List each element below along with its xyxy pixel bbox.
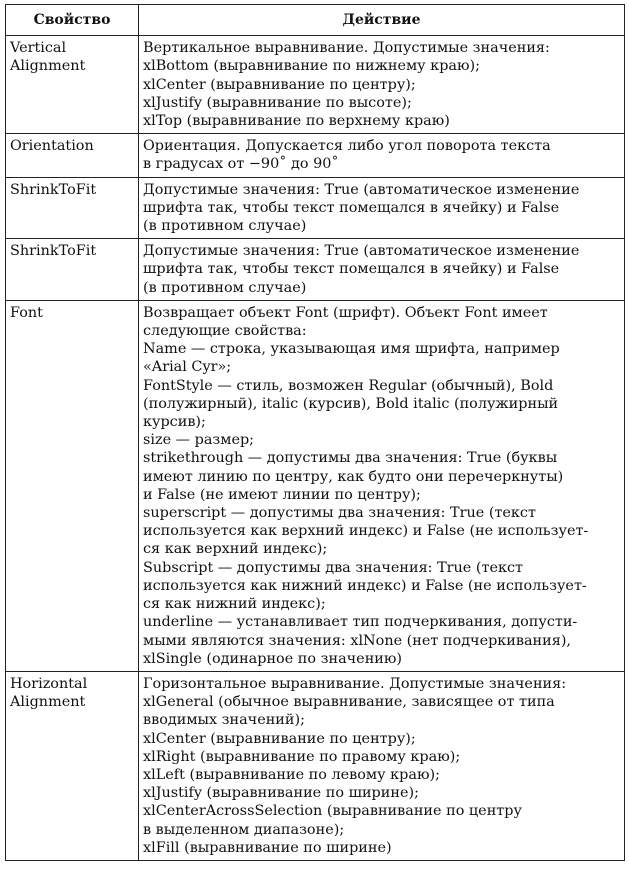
action-text-line: Вертикальное выравнивание. Допустимые значения: — [143, 40, 550, 57]
action-text-line: xlBottom (выравнивание по нижнему краю); — [143, 58, 480, 75]
property-name: Alignment — [10, 58, 86, 75]
action-text-line: Name — строка, указывающая имя шрифта, например — [143, 341, 560, 358]
table-body — [6, 36, 625, 861]
action-cell — [139, 36, 625, 134]
action-cell — [139, 671, 625, 860]
action-text-line: xlRight (выравнивание по правому краю); — [143, 748, 461, 765]
action-text-line: xlFill (выравнивание по ширине) — [143, 839, 392, 856]
action-text-line: xlJustify (выравнивание по высоте); — [143, 94, 412, 111]
action-cell — [139, 134, 625, 177]
property-cell — [6, 36, 139, 134]
action-text-line: используется как верхний индекс) и False (не использует- — [143, 523, 589, 540]
action-text-line: используется как нижний индекс) и False (не использует- — [143, 577, 587, 594]
action-text-line: xlCenter (выравнивание по центру); — [143, 76, 416, 93]
action-cell — [139, 300, 625, 671]
table-row — [6, 177, 625, 239]
action-text-line: xlGeneral (обычное выравнивание, зависящее от типа — [143, 694, 555, 711]
action-text-line: (в противном случае) — [143, 279, 307, 296]
action-text-line: Допустимые значения: True (автоматическое изменение — [143, 243, 580, 260]
action-text-line: (в противном случае) — [143, 218, 307, 235]
property-name: ShrinkToFit — [10, 243, 97, 260]
action-text-line: strikethrough — допустимы два значения: True (буквы — [143, 450, 558, 467]
action-text-line: ся как верхний индекс); — [143, 541, 328, 558]
property-cell — [6, 300, 139, 671]
action-text-line: в градусах от −90˚ до 90˚ — [143, 156, 339, 173]
action-text-line: size — размер; — [143, 432, 255, 449]
table-row — [6, 300, 625, 671]
table-header-row — [6, 5, 625, 36]
action-text-line: и False (не имеют линии по центру); — [143, 486, 421, 503]
action-text-line: superscript — допустимы два значения: True (текст — [143, 505, 536, 522]
action-text-line: xlCenter (выравнивание по центру); — [143, 730, 416, 747]
header-property: Свойство — [6, 5, 139, 36]
action-text-line: вводимых значений); — [143, 712, 305, 729]
action-text-line: xlTop (выравнивание по верхнему краю) — [143, 113, 450, 130]
action-text-line: xlLeft (выравнивание по левому краю); — [143, 766, 440, 783]
property-name: Alignment — [10, 694, 86, 711]
table-row — [6, 671, 625, 860]
action-cell — [139, 177, 625, 239]
action-text-line: Возвращает объект Font (шрифт). Объект Font имеет — [143, 304, 548, 321]
table-row — [6, 134, 625, 177]
action-cell — [139, 239, 625, 301]
property-name: Orientation — [10, 138, 94, 155]
action-text-line: шрифта так, чтобы текст помещался в ячейку) и False — [143, 199, 560, 216]
property-name: ShrinkToFit — [10, 181, 97, 198]
property-cell — [6, 239, 139, 301]
property-name: Vertical — [10, 40, 67, 57]
action-text-line: «Arial Cyr»; — [143, 359, 232, 376]
action-text-line: (полужирный), italic (курсив), Bold italic (полужирный — [143, 395, 559, 412]
property-cell — [6, 134, 139, 177]
table-row — [6, 239, 625, 301]
action-text-line: FontStyle — стиль, возможен Regular (обычный), Bold — [143, 377, 554, 394]
action-text-line: underline — устанавливает тип подчеркивания, допусти- — [143, 614, 578, 631]
action-text-line: Допустимые значения: True (автоматическое изменение — [143, 181, 580, 198]
action-text-line: ся как нижний индекс); — [143, 596, 326, 613]
action-text-line: Subscript — допустимы два значения: True (текст — [143, 559, 524, 576]
action-text-line: xlCenterAcrossSelection (выравнивание по центру — [143, 803, 522, 820]
action-text-line: мыми являются значения: xlNone (нет подчеркивания), — [143, 632, 572, 649]
action-text-line: следующие свойства: — [143, 323, 307, 340]
properties-table — [5, 4, 625, 861]
action-text-line: xlJustify (выравнивание по ширине); — [143, 785, 419, 802]
header-action: Действие — [139, 5, 625, 36]
action-text-line: Ориентация. Допускается либо угол поворота текста — [143, 138, 551, 155]
action-text-line: шрифта так, чтобы текст помещался в ячейку) и False — [143, 261, 560, 278]
action-text-line: курсив); — [143, 414, 206, 431]
action-text-line: имеют линию по центру, как будто они перечеркнуты) — [143, 468, 564, 485]
action-text-line: Горизонтальное выравнивание. Допустимые значения: — [143, 675, 567, 692]
table-row — [6, 36, 625, 134]
property-name: Font — [10, 304, 43, 321]
action-text-line: xlSingle (одинарное по значению) — [143, 650, 403, 667]
property-cell — [6, 177, 139, 239]
action-text-line: в выделенном диапазоне); — [143, 821, 345, 838]
property-cell — [6, 671, 139, 860]
property-name: Horizontal — [10, 675, 88, 692]
